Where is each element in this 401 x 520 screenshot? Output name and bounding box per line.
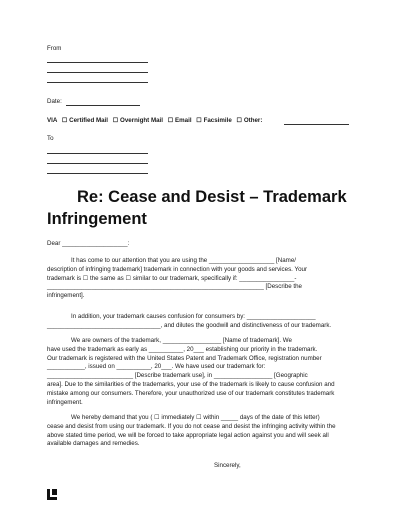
paragraph-line: cease and desist from using our trademark. If you do not cease and desist the infringing activity within the (47, 422, 336, 430)
paragraph-line: infringement]. (47, 292, 85, 300)
paragraph-line: infringement. (47, 398, 83, 406)
date-line[interactable] (66, 105, 140, 106)
to-line-3[interactable] (47, 173, 148, 174)
title-line-1: Re: Cease and Desist – Trademark (77, 188, 347, 206)
certified-mail-checkbox[interactable]: ☐ (61, 117, 68, 124)
paragraph-confusion (47, 313, 359, 331)
email-label: Email (175, 117, 192, 124)
paragraph-line: _________________________________, and dilutes the goodwill and distinctiveness of our trademark. (47, 321, 332, 329)
paragraph-line: have used the trademark as early as __________, 20___ establishing our priority in the trademark. (47, 345, 318, 353)
paragraph-line: ___________, issued on __________, 20___. We have used our trademark for: (47, 363, 266, 371)
to-label: To (47, 135, 54, 142)
paragraph-ownership (47, 337, 359, 407)
paragraph-line: Our trademark is registered with the United States Patent and Trademark Office, registration number (47, 354, 322, 362)
paragraph-demand (47, 414, 359, 449)
paragraph-line: We are owners of the trademark, _________________ [Name of trademark]. We (71, 337, 292, 344)
paragraph-line: In addition, your trademark causes confusion for consumers by: ____________________ (71, 313, 316, 320)
from-line-2[interactable] (47, 72, 148, 73)
delivery-row (47, 117, 262, 125)
paragraph-line: above stated time period, we will be forced to take appropriate legal action against you and will seek all (47, 431, 329, 439)
other-label: Other: (243, 117, 263, 124)
certified-mail-label: Certified Mail (69, 117, 108, 124)
paragraph-line: It has come to our attention that you are using the ___________________ [Name/ (71, 257, 296, 264)
overnight-mail-label: Overnight Mail (120, 117, 163, 124)
paragraph-line: We hereby demand that you ( ☐ immediately ☐ within _____ days of the date of this letter) (71, 414, 320, 421)
title-line-2: Infringement (47, 210, 147, 228)
other-line[interactable] (284, 124, 349, 125)
greeting: Dear ___________________: (47, 240, 130, 247)
document-brand-logo-icon (47, 489, 57, 500)
facsimile-label: Facsimile (203, 117, 232, 124)
overnight-mail-checkbox[interactable]: ☐ (112, 117, 119, 124)
facsimile-checkbox[interactable]: ☐ (196, 117, 202, 124)
paragraph-line: trademark is ☐ the same as ☐ similar to our trademark, specifically if: ________________- (47, 274, 297, 282)
from-label: From (47, 45, 62, 52)
other-checkbox[interactable]: ☐ (236, 117, 243, 124)
from-line-1[interactable] (47, 62, 148, 63)
paragraph-line: area]. Due to the similarities of the trademarks, your use of the trademark is likely to cause confusion and (47, 380, 335, 388)
paragraph-infringement (47, 257, 359, 301)
paragraph-line: _______________________________________________________________ [Describe the (47, 283, 302, 291)
to-line-1[interactable] (47, 153, 148, 154)
email-checkbox[interactable]: ☐ (167, 117, 174, 124)
date-label: Date: (47, 98, 62, 105)
paragraph-line: _________________________ [Describe trademark use], in _________________ [Geographic (47, 372, 308, 380)
closing: Sincerely, (214, 462, 241, 469)
from-line-3[interactable] (47, 82, 148, 83)
paragraph-line: available damages and remedies. (47, 440, 140, 448)
paragraph-line: description of infringing trademark] trademark in connection with your goods and services. Your (47, 265, 308, 273)
paragraph-line: mistake among our consumers. Therefore, your unauthorized use of our trademark constitutes trademark (47, 389, 335, 397)
to-line-2[interactable] (47, 163, 148, 164)
via-label: VIA (47, 117, 58, 124)
